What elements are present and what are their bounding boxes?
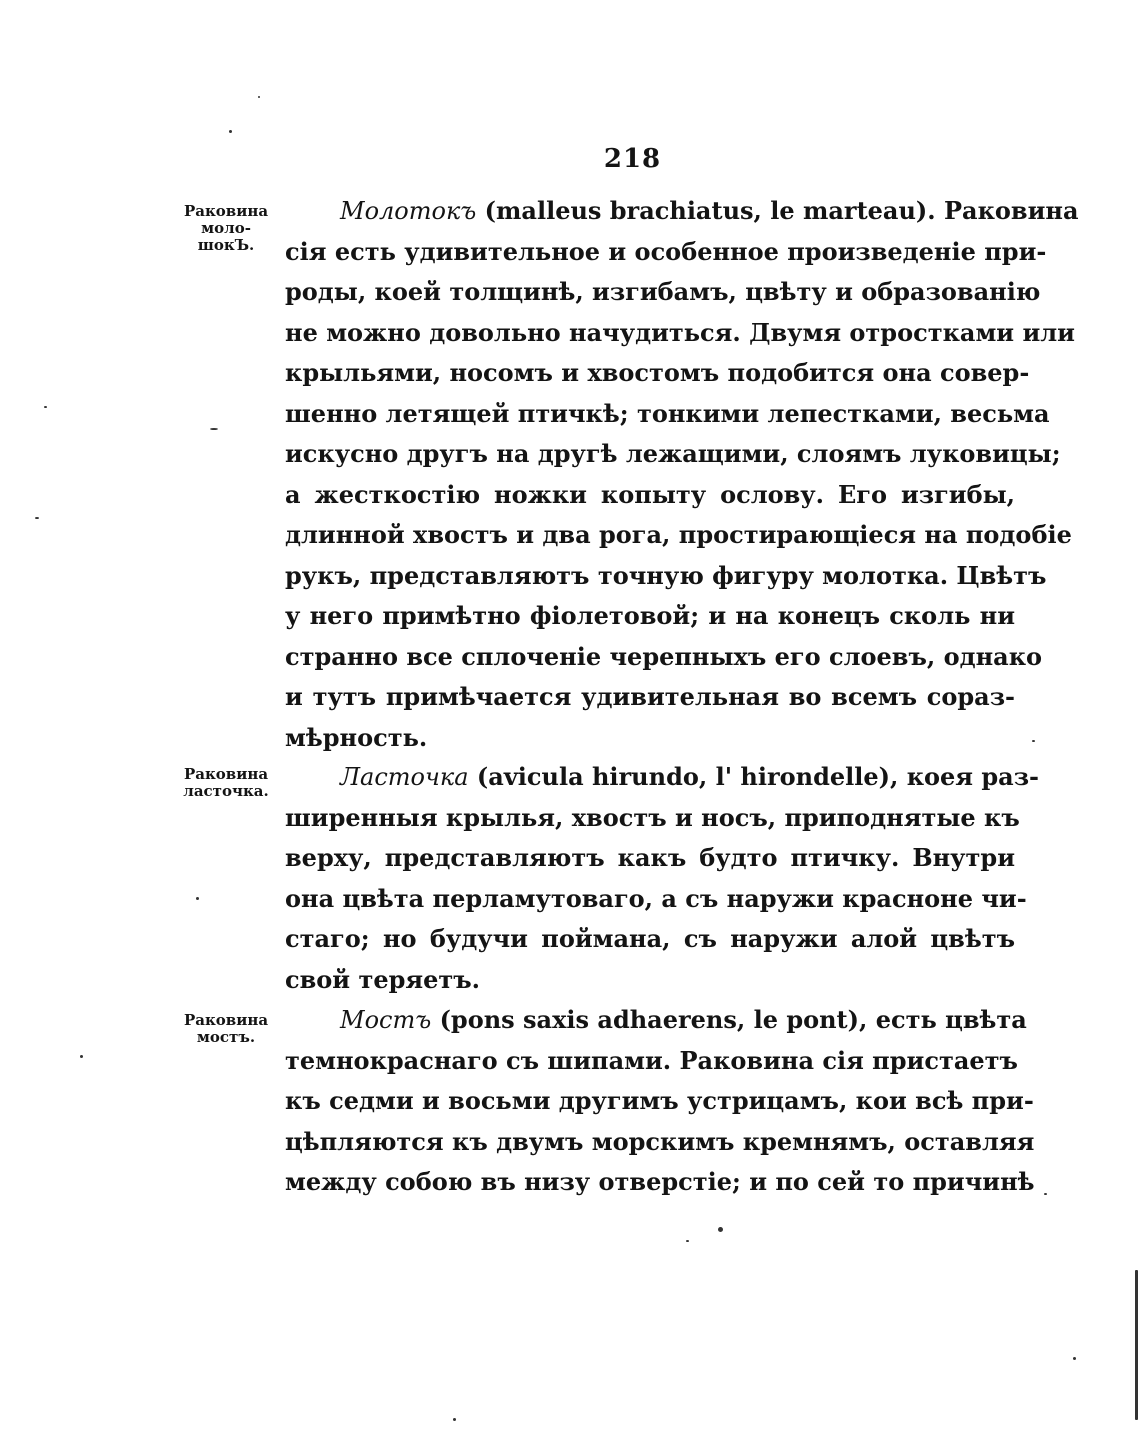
- text-line: а жесткостію ножки копыту ослову. Его изгибы,: [285, 479, 1015, 509]
- scan-speck: [229, 130, 232, 133]
- head-word: Мостъ: [340, 1006, 432, 1034]
- text-line: [285, 191, 1079, 232]
- text-line: сія есть удивительное и особенное произведеніе при-: [285, 236, 1047, 266]
- text-line: и тутъ примѣчается удивительная во всемъ сораз-: [285, 682, 1015, 711]
- page-number: 218: [603, 144, 662, 174]
- text-line: къ седми и восьми другимъ устрицамъ, кои всѣ при-: [285, 1086, 1034, 1115]
- line-text: (malleus brachiatus, le marteau). Раковина: [476, 196, 1079, 225]
- text-line: она цвѣта перламутоваго, а съ наружи красноне чи-: [285, 883, 1027, 913]
- margin-note-line: моло-: [201, 219, 251, 237]
- scan-speck: [1073, 1357, 1076, 1360]
- margin-note-line: Раковина: [183, 765, 269, 783]
- margin-note: [170, 203, 282, 254]
- margin-note-line: шокЪ.: [197, 236, 255, 254]
- scan-speck: [686, 1240, 689, 1242]
- text-line: между собою въ низу отверстіе; и по сей то причинѣ: [285, 1167, 1035, 1196]
- margin-note: [170, 1012, 282, 1046]
- scan-speck: [44, 406, 47, 408]
- text-line: ширенныя крылья, хвостъ и носъ, приподнятые къ: [285, 802, 1020, 832]
- scan-speck: [210, 428, 218, 430]
- text-line: роды, коей толщинѣ, изгибамъ, цвѣту и образованію: [285, 277, 1041, 306]
- text-line: искусно другъ на другѣ лежащими, слоямъ луковицы;: [285, 439, 1061, 468]
- scan-speck: [718, 1227, 723, 1232]
- text-line: длинной хвостъ и два рога, простирающіеся на подобіе: [285, 520, 1072, 549]
- text-line: не можно довольно начудиться. Двумя отростками или: [285, 317, 1075, 347]
- head-word: Ласточка: [340, 763, 469, 791]
- line-text: (pons saxis adhaerens, le pont), есть цвѣта: [431, 1005, 1027, 1034]
- margin-note: [170, 766, 282, 800]
- text-line: свой теряетъ.: [285, 964, 481, 994]
- text-line: верху, представляютъ какъ будто птичку. Внутри: [285, 843, 1015, 872]
- text-line: темнокраснаго съ шипами. Раковина сія пристаетъ: [285, 1045, 1018, 1075]
- scan-speck: [258, 96, 260, 98]
- line-text: (avicula hirundo, l' hirondelle), коея раз-: [468, 762, 1039, 791]
- scan-speck: [35, 517, 39, 519]
- scan-speck: [1044, 1193, 1047, 1195]
- text-line: цѣпляются къ двумъ морскимъ кремнямъ, оставляя: [285, 1126, 1035, 1156]
- text-line: шенно летящей птичкѣ; тонкими лепестками, весьма: [285, 398, 1050, 428]
- scan-speck: [1135, 1270, 1138, 1420]
- text-line: крыльями, носомъ и хвостомъ подобится она совер-: [285, 358, 1030, 387]
- margin-note-line: мостъ.: [196, 1028, 256, 1046]
- entry-body: [285, 1000, 1035, 1203]
- text-line: мѣрность.: [285, 722, 428, 752]
- text-line: у него примѣтно фіолетовой; и на конецъ сколь ни: [285, 601, 1015, 630]
- margin-note-line: ласточка.: [183, 782, 269, 800]
- scan-speck: [1032, 740, 1035, 742]
- entry-body: [285, 191, 1079, 758]
- text-line: [285, 757, 1039, 798]
- scan-speck: [196, 897, 199, 900]
- margin-note-line: Раковина: [183, 1011, 269, 1029]
- text-line: странно все сплоченіе черепныхъ его слоевъ, однако: [285, 641, 1043, 671]
- margin-note-line: Раковина: [183, 202, 269, 220]
- scan-speck: [80, 1055, 83, 1058]
- entry-body: [285, 757, 1039, 1000]
- text-line: рукъ, представляютъ точную фигуру молотка. Цвѣтъ: [285, 560, 1047, 590]
- text-line: стаго; но будучи поймана, съ наружи алой цвѣтъ: [285, 924, 1015, 953]
- text-line: [285, 1000, 1027, 1041]
- head-word: Молотокъ: [340, 197, 477, 225]
- scan-speck: [453, 1418, 456, 1421]
